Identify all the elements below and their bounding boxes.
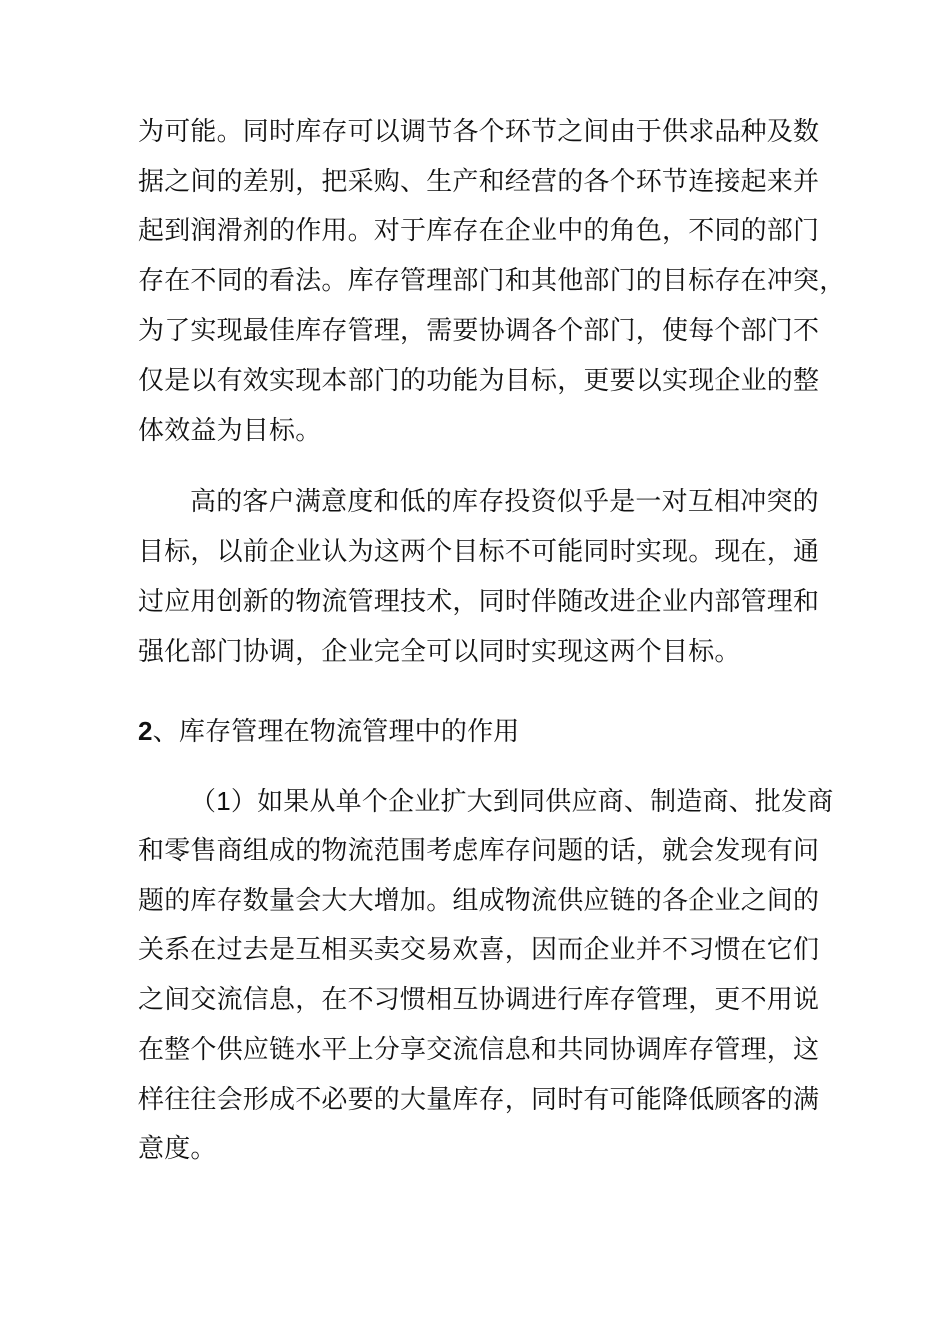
paragraph-1-line: 仅是以有效实现本部门的功能为目标，更要以实现企业的整 — [138, 366, 820, 396]
paragraph-2-line: 高的客户满意度和低的库存投资似乎是一对互相冲突的 — [190, 487, 819, 517]
paragraph-3-line: 在整个供应链水平上分享交流信息和共同协调库存管理，这 — [138, 1035, 820, 1065]
paragraph-3-first-line — [190, 786, 833, 817]
list-number: 1 — [216, 786, 231, 816]
paragraph-3-line: 样往往会形成不必要的大量库存，同时有可能降低顾客的满 — [138, 1085, 820, 1115]
paragraph-1-line: 为可能。同时库存可以调节各个环节之间由于供求品种及数 — [138, 117, 820, 147]
paragraph-1-line: 起到润滑剂的作用。对于库存在企业中的角色，不同的部门 — [138, 216, 820, 246]
paragraph-1-line: 存在不同的看法。库存管理部门和其他部门的目标存在冲突， — [138, 266, 846, 296]
paragraph-3-first-line-text: ）如果从单个企业扩大到同供应商、制造商、批发商 — [230, 787, 834, 817]
paragraph-3-line: 意度。 — [138, 1134, 217, 1164]
paragraph-1-line: 据之间的差别，把采购、生产和经营的各个环节连接起来并 — [138, 167, 820, 197]
section-heading-text: 、库存管理在物流管理中的作用 — [152, 717, 520, 747]
paragraph-3-line: 题的库存数量会大大增加。组成物流供应链的各企业之间的 — [138, 886, 820, 916]
section-heading — [138, 716, 519, 747]
paragraph-1-line: 为了实现最佳库存管理，需要协调各个部门，使每个部门不 — [138, 316, 820, 346]
paragraph-2-line: 强化部门协调，企业完全可以同时实现这两个目标。 — [138, 637, 741, 667]
paragraph-2-line: 目标，以前企业认为这两个目标不可能同时实现。现在，通 — [138, 537, 820, 567]
paragraph-2-line: 过应用创新的物流管理技术，同时伴随改进企业内部管理和 — [138, 587, 820, 617]
list-open-paren: （ — [190, 787, 217, 817]
paragraph-3-line: 关系在过去是互相买卖交易欢喜，因而企业并不习惯在它们 — [138, 935, 820, 965]
paragraph-1-line: 体效益为目标。 — [138, 416, 322, 446]
paragraph-3-line: 和零售商组成的物流范围考虑库存问题的话，就会发现有问 — [138, 836, 820, 866]
section-heading-number: 2 — [138, 716, 153, 746]
paragraph-3-line: 之间交流信息，在不习惯相互协调进行库存管理，更不用说 — [138, 985, 820, 1015]
